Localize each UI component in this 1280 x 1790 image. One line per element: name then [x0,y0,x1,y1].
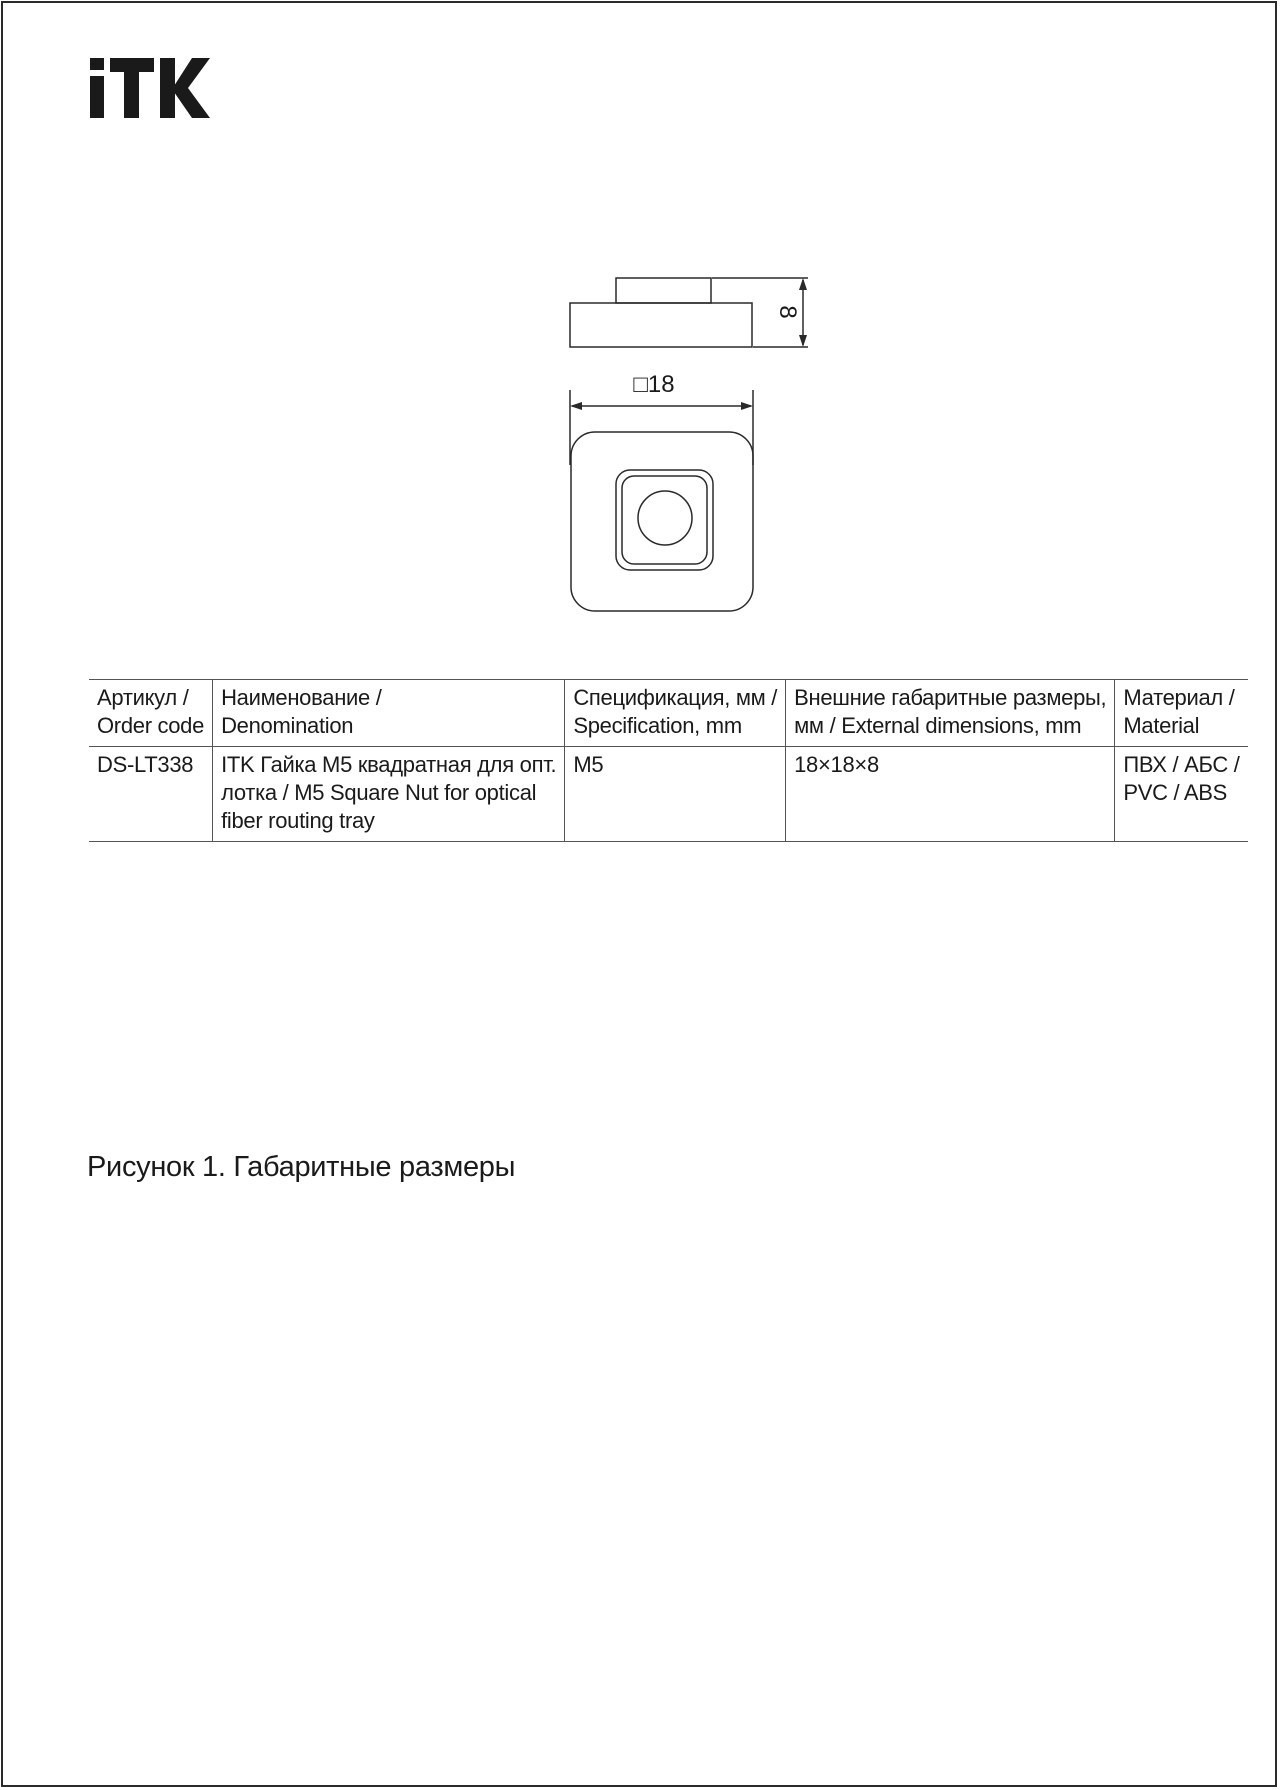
side-view-body [570,303,752,347]
header-external-dimensions: Внешние габаритные размеры, мм / External dimensions, mm [786,680,1115,747]
itk-logo-mark [88,58,212,118]
top-view-boss-inner [622,476,707,564]
header-order-code: Артикул / Order code [97,685,205,738]
spec-table [89,679,1248,842]
nut-drawing-svg [540,260,840,620]
cell-denomination: ITK Гайка М5 квадратная для опт. лотка / M5 Square Nut for optical fiber routing tray [213,747,565,842]
cell-external-dimensions: 18×18×8 [786,747,1115,842]
top-view-outer [571,432,753,611]
height-arrow-bottom [799,335,807,347]
width-arrow-right [741,402,753,410]
cell-order-code: DS-LT338 [97,752,194,777]
header-denomination: Наименование / Denomination [213,680,565,747]
figure-caption: Рисунок 1. Габаритные размеры [87,1151,516,1183]
width-arrow-left [570,402,582,410]
dimension-drawing [540,260,840,620]
table-header-row [89,680,1248,747]
header-specification: Спецификация, мм / Specification, mm [565,680,786,747]
height-dim-label: 8 [774,305,801,319]
height-arrow-top [799,278,807,290]
cell-specification: M5 [565,747,786,842]
itk-logo [88,58,212,118]
top-view-hole [638,491,692,545]
width-dim-label: □18 [633,371,675,398]
table-row [89,747,1248,842]
header-material: Материал / Material [1115,680,1248,747]
cell-material: ПВХ / АБС / PVC / ABS [1115,747,1248,842]
top-view-boss [616,470,713,570]
side-view-top-boss [616,278,711,303]
